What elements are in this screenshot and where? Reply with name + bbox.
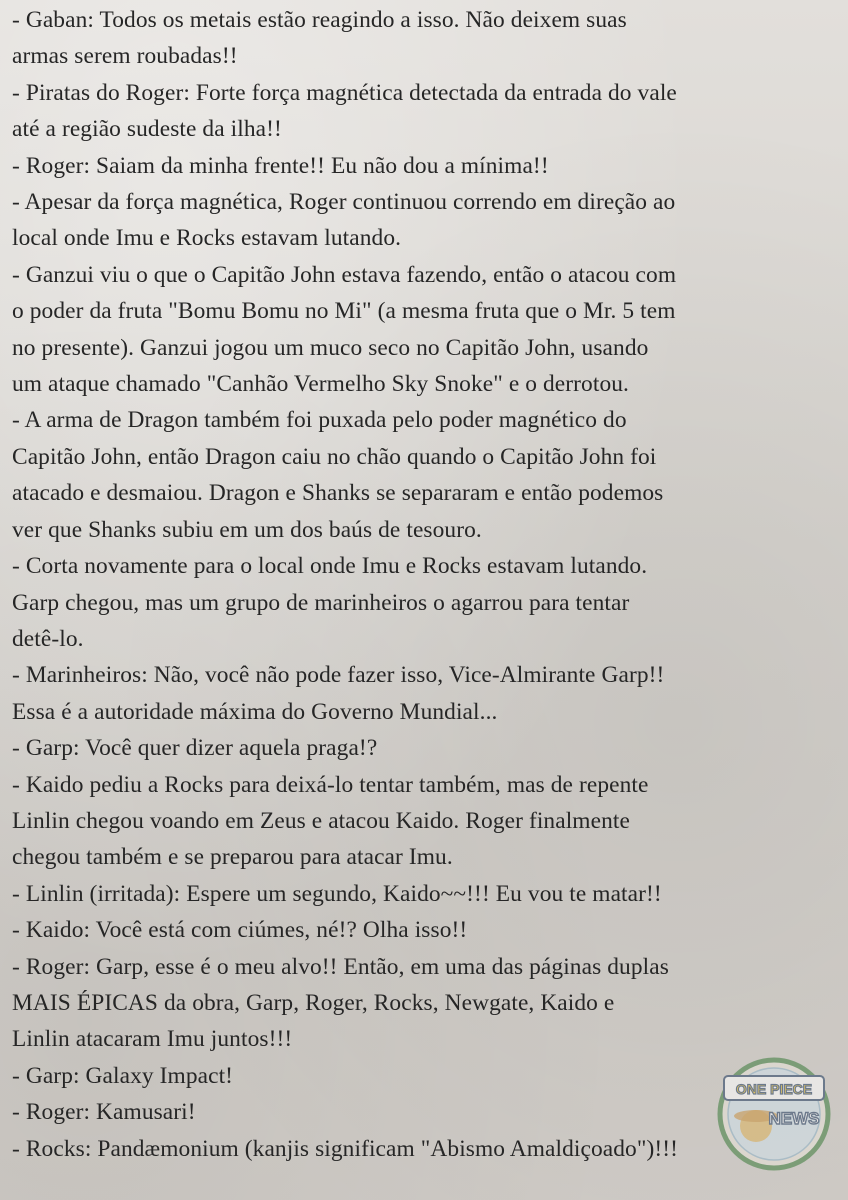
text-line: Essa é a autoridade máxima do Governo Mundial... [12,698,498,725]
one-piece-news-logo [716,1056,832,1172]
text-line: ver que Shanks subiu em um dos baús de tesouro. [12,516,482,543]
text-line: - Rocks: Pandæmonium (kanjis significam "Abismo Amaldiçoado")!!! [12,1135,679,1162]
text-line: - Linlin (irritada): Espere um segundo, Kaido~~!!! Eu vou te matar!! [12,880,662,907]
logo-title: ONE PIECE [735,1081,813,1097]
text-line: atacado e desmaiou. Dragon e Shanks se separaram e então podemos [12,480,664,507]
text-line: chegou também e se preparou para atacar Imu. [12,844,453,871]
logo-subtitle: NEWS [768,1109,820,1128]
text-line: - Gaban: Todos os metais estão reagindo a isso. Não deixem suas [12,7,627,33]
text-line: - Piratas do Roger: Forte força magnética detectada da entrada do vale [12,79,677,106]
text-line: - Ganzui viu o que o Capitão John estava fazendo, então o atacou com [12,261,677,288]
text-line: até a região sudeste da ilha!! [12,116,282,143]
text-line: - Garp: Galaxy Impact! [12,1062,234,1089]
text-line: detê-lo. [12,625,84,652]
text-line: MAIS ÉPICAS da obra, Garp, Roger, Rocks, Newgate, Kaido e [12,989,615,1016]
text-line: - Corta novamente para o local onde Imu e Rocks estavam lutando. [12,553,648,580]
text-line: - A arma de Dragon também foi puxada pelo poder magnético do [12,407,627,434]
text-line: - Roger: Kamusari! [12,1099,196,1126]
text-line: Capitão John, então Dragon caiu no chão quando o Capitão John foi [12,443,657,470]
text-line: - Marinheiros: Não, você não pode fazer isso, Vice-Almirante Garp!! [12,662,665,689]
text-line: Linlin chegou voando em Zeus e atacou Kaido. Roger finalmente [12,807,630,834]
text-line: - Kaido pediu a Rocks para deixá-lo tentar também, mas de repente [12,771,649,798]
text-line: - Kaido: Você está com ciúmes, né!? Olha isso!! [12,917,468,944]
text-line: no presente). Ganzui jogou um muco seco no Capitão John, usando [12,334,649,361]
text-line: - Roger: Garp, esse é o meu alvo!! Então, em uma das páginas duplas [12,953,669,980]
text-line: o poder da fruta "Bomu Bomu no Mi" (a mesma fruta que o Mr. 5 tem [12,298,676,325]
text-line: Linlin atacaram Imu juntos!!! [12,1026,293,1053]
text-line: armas serem roubadas!! [12,43,238,70]
text-line: local onde Imu e Rocks estavam lutando. [12,225,402,252]
text-line: - Roger: Saiam da minha frente!! Eu não dou a mínima!! [12,152,549,179]
text-line: - Garp: Você quer dizer aquela praga!? [12,735,378,762]
text-line: - Apesar da força magnética, Roger continuou correndo em direção ao [12,189,676,216]
text-line: um ataque chamado "Canhão Vermelho Sky Snoke" e o derrotou. [12,371,629,398]
text-line: Garp chegou, mas um grupo de marinheiros o agarrou para tentar [12,589,630,616]
